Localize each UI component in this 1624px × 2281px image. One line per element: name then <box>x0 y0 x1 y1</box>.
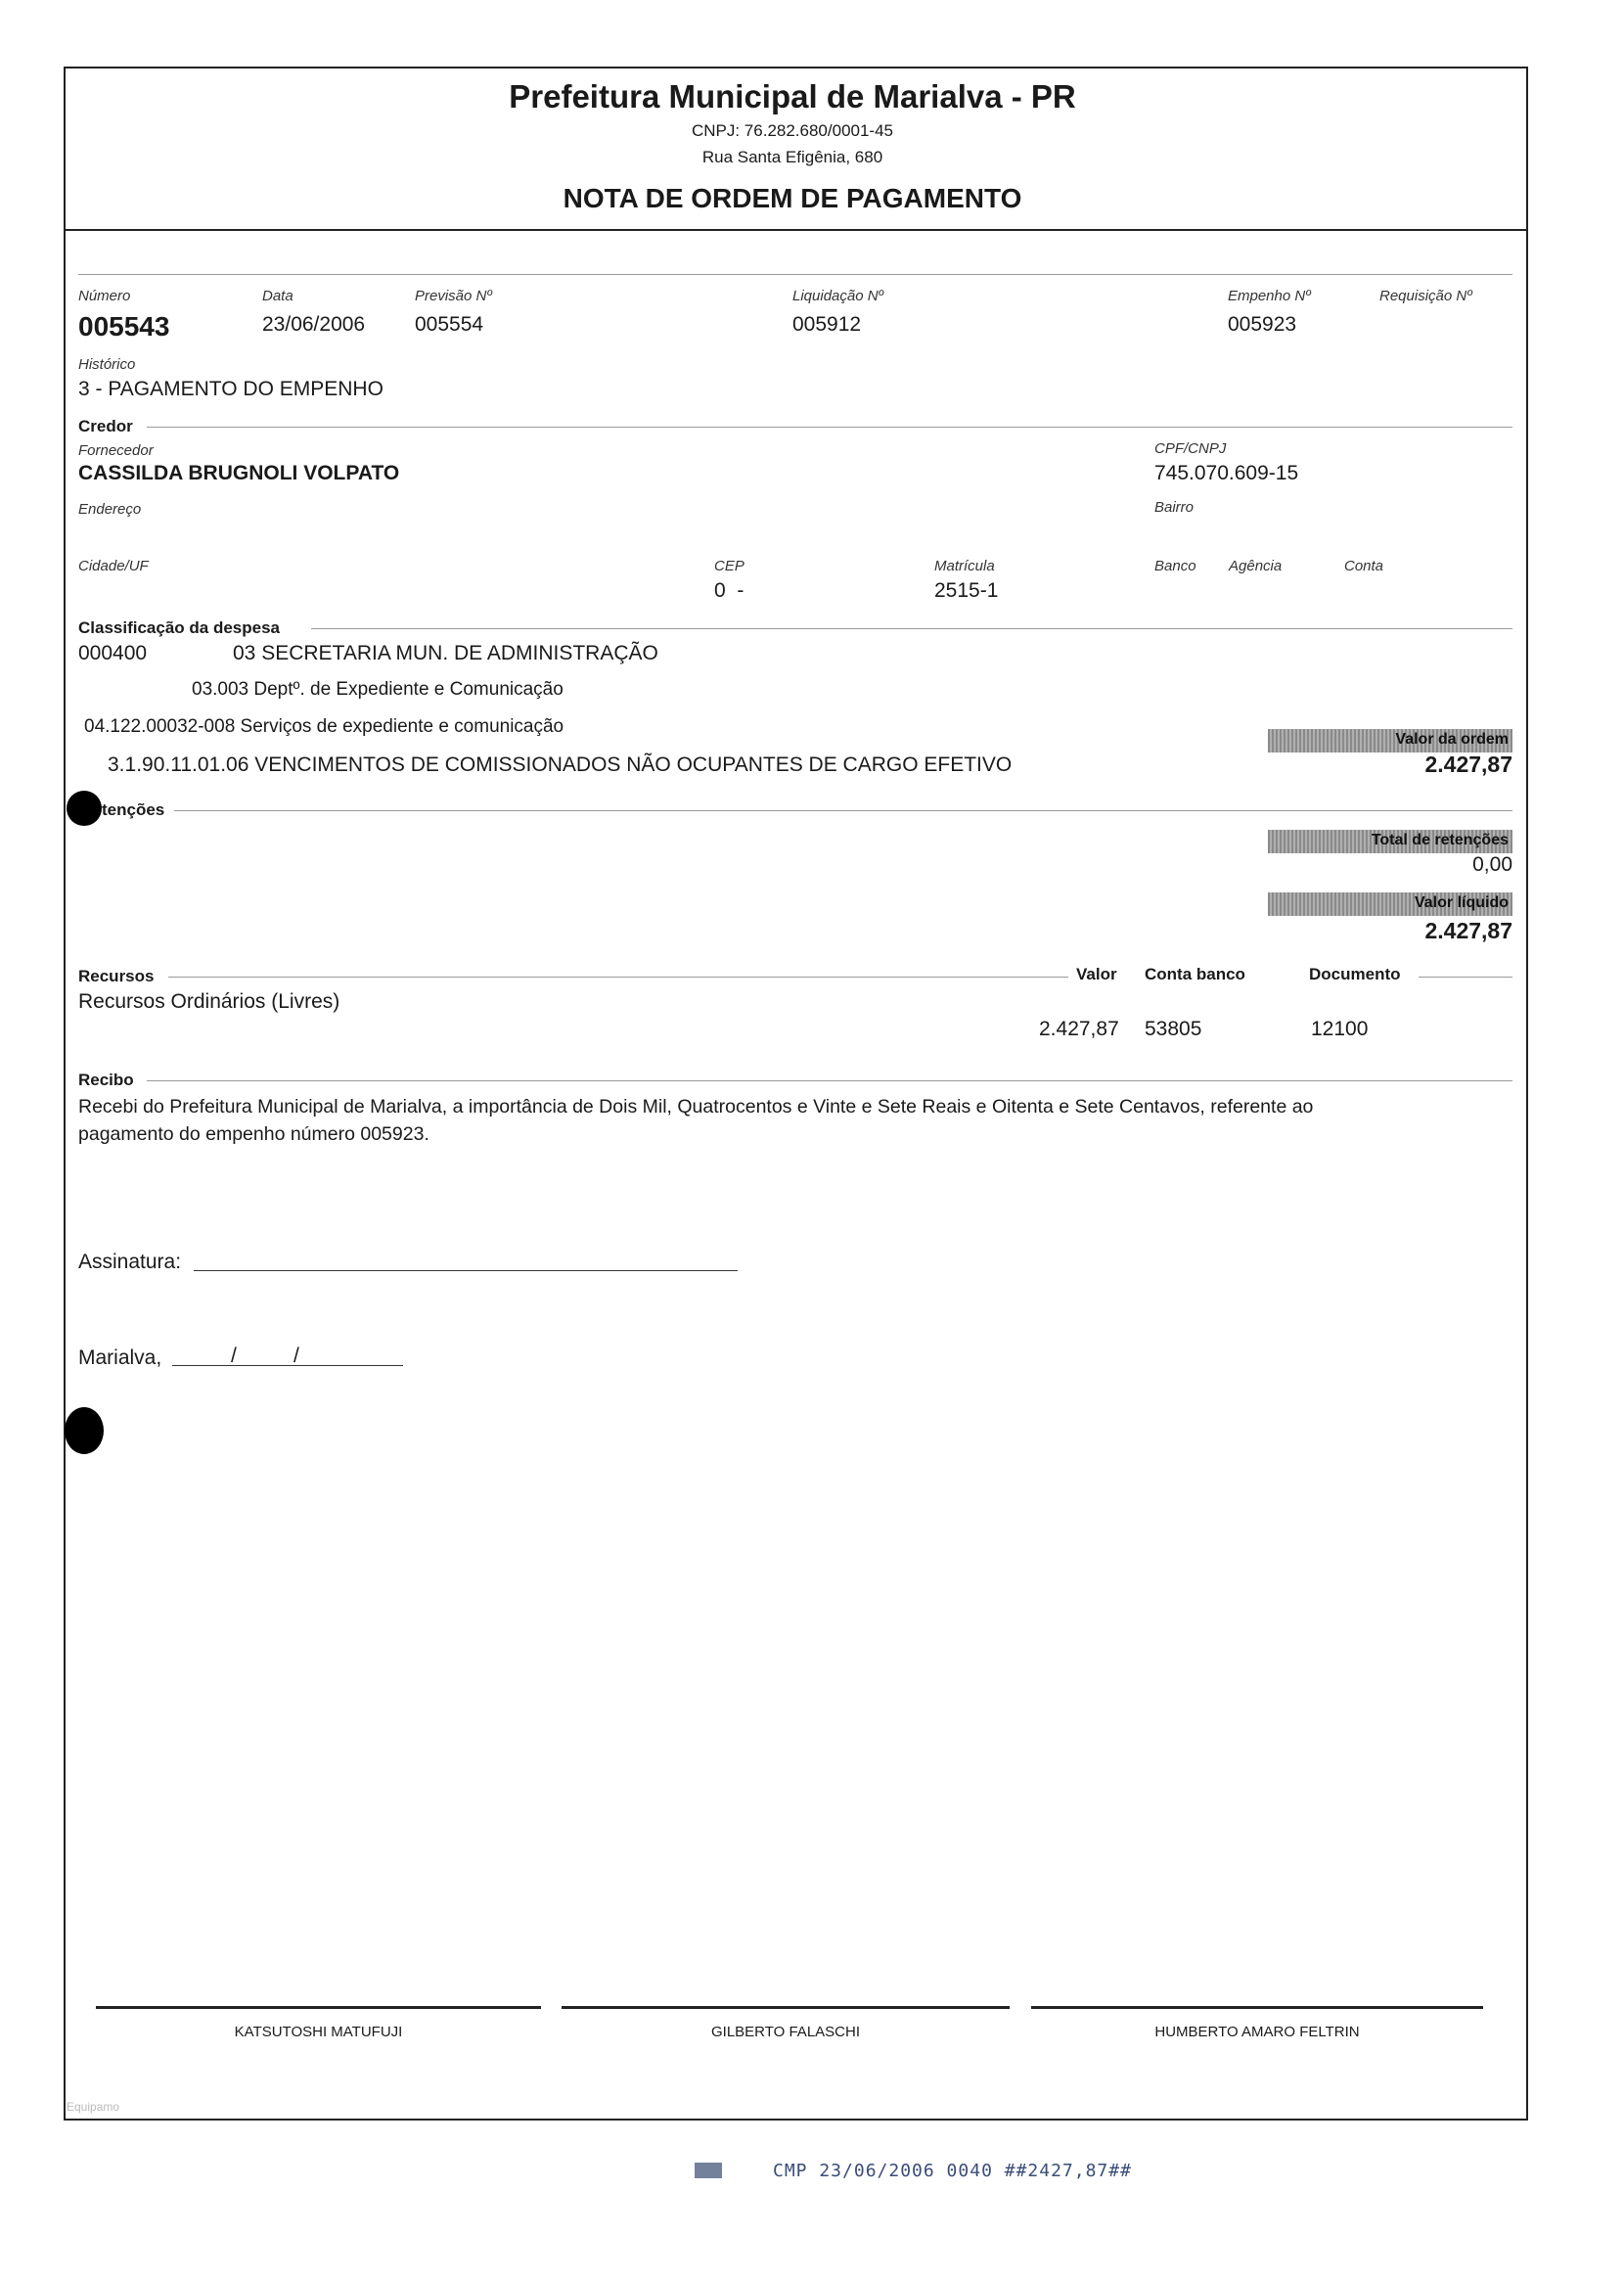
credor-section-title: Credor <box>78 417 133 435</box>
assinatura-label: Assinatura: <box>78 1251 182 1273</box>
punch-hole-mark <box>67 791 102 826</box>
document-frame <box>64 67 1528 2121</box>
liquidacao-label: Liquidação Nº <box>792 288 884 304</box>
recursos-documento: 12100 <box>1311 1018 1369 1040</box>
cpf-value: 745.070.609-15 <box>1154 462 1299 484</box>
recursos-conta-header: Conta banco <box>1145 965 1245 983</box>
valor-liquido-label: Valor líquido <box>1414 894 1509 911</box>
liquidacao-value: 005912 <box>792 313 862 336</box>
retencoes-header <box>1268 830 1512 853</box>
signature-line-1 <box>96 2006 541 2009</box>
agencia-label: Agência <box>1229 558 1283 574</box>
cnpj-text: CNPJ: 76.282.680/0001-45 <box>691 121 894 140</box>
header-divider <box>64 229 1528 231</box>
bairro-label: Bairro <box>1154 499 1195 516</box>
payment-stamp: CMP 23/06/2006 0040 ##2427,87## <box>773 2161 1132 2181</box>
recibo-text-line1: Recebi do Prefeitura Municipal de Marialva, a importância de Dois Mil, Quatrocentos e Vinte e Sete Reais e Oitenta e Sete Centavos, referente ao <box>78 1096 1314 1118</box>
cep-value: 0 - <box>714 579 744 602</box>
assinatura-line <box>194 1270 738 1271</box>
cpf-label: CPF/CNPJ <box>1154 440 1227 457</box>
local-data-label: Marialva, <box>78 1346 162 1369</box>
retencoes-section-title: tenções <box>102 800 165 819</box>
fornecedor-label: Fornecedor <box>78 442 154 459</box>
conta-label: Conta <box>1344 558 1384 574</box>
recursos-documento-header: Documento <box>1309 965 1401 983</box>
valor-liquido-value: 2.427,87 <box>1424 918 1512 943</box>
retencoes-divider <box>174 810 1512 811</box>
cidade-label: Cidade/UF <box>78 558 149 574</box>
dept-text: 03.003 Deptº. de Expediente e Comunicação <box>192 679 564 700</box>
historico-label: Histórico <box>78 356 136 373</box>
classificacao-divider <box>311 628 1512 629</box>
empenho-label: Empenho Nº <box>1228 288 1311 304</box>
equipment-note: Equipamo <box>67 2100 120 2114</box>
local-data-line <box>172 1365 403 1366</box>
empenho-value: 005923 <box>1228 313 1297 336</box>
matricula-value: 2515-1 <box>934 579 999 602</box>
signatory-1: KATSUTOSHI MATUFUJI <box>234 2024 403 2040</box>
document-title: NOTA DE ORDEM DE PAGAMENTO <box>563 183 1022 213</box>
recibo-section-title: Recibo <box>78 1071 134 1089</box>
credor-divider <box>147 427 1512 428</box>
recursos-divider <box>168 977 1068 978</box>
signature-line-2 <box>562 2006 1010 2009</box>
recursos-descricao: Recursos Ordinários (Livres) <box>78 990 340 1013</box>
punch-hole-mark-2 <box>65 1407 104 1454</box>
retencoes-label: Total de retenções <box>1371 832 1509 848</box>
banco-label: Banco <box>1154 558 1196 574</box>
previsao-label: Previsão Nº <box>415 288 492 304</box>
signature-line-3 <box>1031 2006 1483 2009</box>
valor-ordem-header <box>1268 729 1512 753</box>
classificacao-section-title: Classificação da despesa <box>78 618 281 637</box>
data-value: 23/06/2006 <box>262 313 366 336</box>
signatory-3: HUMBERTO AMARO FELTRIN <box>1154 2024 1360 2040</box>
stamp-mark <box>695 2163 722 2178</box>
recursos-valor: 2.427,87 <box>1039 1018 1119 1040</box>
signatory-2: GILBERTO FALASCHI <box>711 2024 860 2040</box>
requisicao-label: Requisição Nº <box>1379 288 1472 304</box>
elemento-text: 3.1.90.11.01.06 VENCIMENTOS DE COMISSIONADOS NÃO OCUPANTES DE CARGO EFETIVO <box>108 753 1013 776</box>
programa-text: 04.122.00032-008 Serviços de expediente e comunicação <box>84 716 564 737</box>
valor-liquido-header <box>1268 892 1512 916</box>
date-separator-1: / <box>231 1345 237 1367</box>
numero-label: Número <box>78 288 131 304</box>
recursos-valor-header: Valor <box>1076 965 1117 983</box>
classificacao-code: 000400 <box>78 642 148 664</box>
data-label: Data <box>262 288 293 304</box>
recursos-divider-right <box>1419 977 1512 978</box>
previsao-value: 005554 <box>415 313 484 336</box>
page-title: Prefeitura Municipal de Marialva - PR <box>509 78 1076 114</box>
date-separator-2: / <box>293 1345 299 1367</box>
retencoes-value: 0,00 <box>1472 853 1512 876</box>
cep-label: CEP <box>714 558 744 574</box>
historico-value: 3 - PAGAMENTO DO EMPENHO <box>78 378 383 400</box>
endereco-label: Endereço <box>78 501 142 518</box>
recursos-conta: 53805 <box>1145 1018 1202 1040</box>
valor-ordem-value: 2.427,87 <box>1424 752 1512 777</box>
address-text: Rua Santa Efigênia, 680 <box>701 148 883 166</box>
matricula-label: Matrícula <box>934 558 995 574</box>
recibo-divider <box>147 1080 1512 1081</box>
secretaria-text: 03 SECRETARIA MUN. DE ADMINISTRAÇÃO <box>233 642 658 664</box>
recibo-text-line2: pagamento do empenho número 005923. <box>78 1123 429 1145</box>
valor-ordem-label: Valor da ordem <box>1395 731 1509 748</box>
numero-value: 005543 <box>78 311 170 342</box>
recursos-section-title: Recursos <box>78 967 155 985</box>
fornecedor-value: CASSILDA BRUGNOLI VOLPATO <box>78 462 400 484</box>
id-row-divider <box>78 274 1512 275</box>
